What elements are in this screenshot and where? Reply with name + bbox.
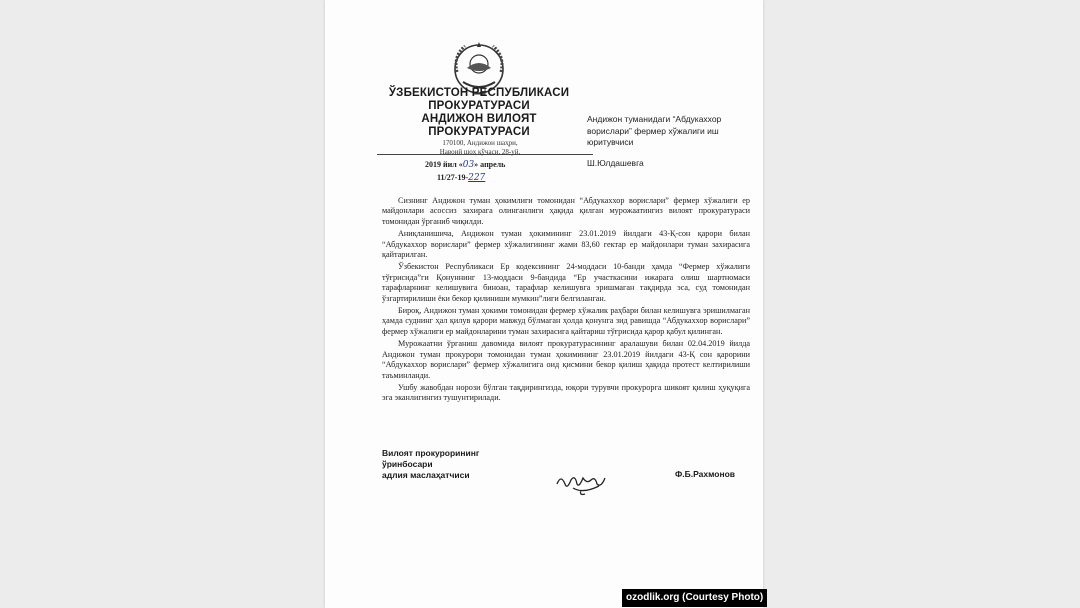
paragraph-2: Аниқланишича, Андижон туман ҳокимининг 23.01.2019 йилдаги 43-Қ-сон қарори билан “Абдукаххор ворислари” фермер хўжалигининг жами 83,60 гектар ер майдонлари туман захирасига қайтарилган.	[382, 229, 750, 260]
reference-prefix: 11/27-19-	[437, 173, 469, 182]
signatory-title	[382, 448, 479, 481]
letterhead	[369, 87, 589, 139]
recipient-block	[587, 114, 759, 169]
org-line-1: ПРОКУРАТУРАСИ	[428, 100, 530, 112]
address-line-2: Навоий шоҳ кўчаси, 28-уй.	[439, 147, 521, 156]
paragraph-5: Мурожаатни ўрганиш давомида вилоят прокуратурасининг аралашуви билан 02.04.2019 йилда Андижон туман прокурори томонидан туман ҳокимининг 23.01.2019 йилдаги 43-Қ сон қарорини “Абдукаххор ворислари” фермер хўжалигига оид қисмини бекор қилиш ҳақида протест келтирилиши таъминланди.	[382, 339, 750, 380]
paragraph-6: Ушбу жавобдан норози бўлган тақдирингизда, юқори турувчи прокурорга шикоят қилиш ҳуқуқига эга эканлигингиз тушунтирилади.	[382, 382, 750, 403]
letter-page	[325, 0, 763, 608]
signatory-title-line-3: адлия маслаҳатчиси	[382, 470, 470, 480]
recipient-line-2: ворислари” фермер хўжалиги иш	[587, 125, 719, 136]
date-suffix: » апрель	[474, 160, 506, 169]
paragraph-3: Ўзбекистон Республикаси Ер кодексининг 24-моддаси 10-банди ҳамда “Фермер хўжалиги тўғрисида”ги Қонуннинг 13-моддаси 9-бандида “Ер участкасини ижарага олиш шартномаси тарафларнинг келишувига биноан, тарафлар келишувга эришмаган тақдирда эса, суд томонидан ўзгартирилиши ёки бекор қилиниши мумкин”лиги белгиланган.	[382, 262, 750, 303]
reference-number	[437, 173, 485, 183]
org-line-2: АНДИЖОН ВИЛОЯТ	[421, 113, 537, 125]
date-prefix: 2019 йил «	[425, 160, 463, 169]
signatory-title-line-1: Вилоят прокурорининг	[382, 448, 480, 458]
paragraph-1: Сизнинг Андижон туман ҳокимлиги томонидан “Абдукаххор ворислари” фермер хўжалиги ер майдонлари асоссиз захирага олинганлиги ҳақида қилган мурожаатингиз вилоят прокуратураси томонидан ўрганиб чиқилди.	[382, 196, 750, 226]
letter-body	[382, 196, 750, 406]
recipient-line-1: Андижон туманидаги “Абдукаххор	[587, 114, 722, 124]
org-line-3: ПРОКУРАТУРАСИ	[428, 126, 530, 138]
signatory-name: Ф.Б.Рахмонов	[675, 469, 736, 479]
handwritten-signature	[553, 470, 613, 496]
photo-credit: ozodlik.org (Courtesy Photo)	[622, 589, 767, 607]
letter-date	[425, 160, 505, 170]
letterhead-divider	[377, 154, 593, 155]
recipient-line-3: юритувчиси	[587, 137, 634, 147]
reference-number-handwritten: 227	[468, 173, 486, 183]
country-name: ЎЗБЕКИСТОН РЕСПУБЛИКАСИ	[388, 87, 570, 99]
recipient-name: Ш.Юлдашевга	[587, 157, 644, 168]
date-day-handwritten: 03	[462, 160, 475, 170]
address-line-1: 170100, Андижон шаҳри,	[442, 139, 518, 147]
signatory-title-line-2: ўринбосари	[382, 459, 433, 469]
paragraph-4: Бироқ, Андижон туман ҳокими томонидан фермер хўжалик раҳбари билан келишувга эришилмаган ҳамда суднинг ҳал қилув қарори мавжуд бўлмаган ҳолда қонунга зид равишда “Абдукаххор ворислари” фермер хўжалиги ер майдонларини туман захирасига қайтариш тўғрисида қарор қабул қилинган.	[382, 306, 750, 336]
